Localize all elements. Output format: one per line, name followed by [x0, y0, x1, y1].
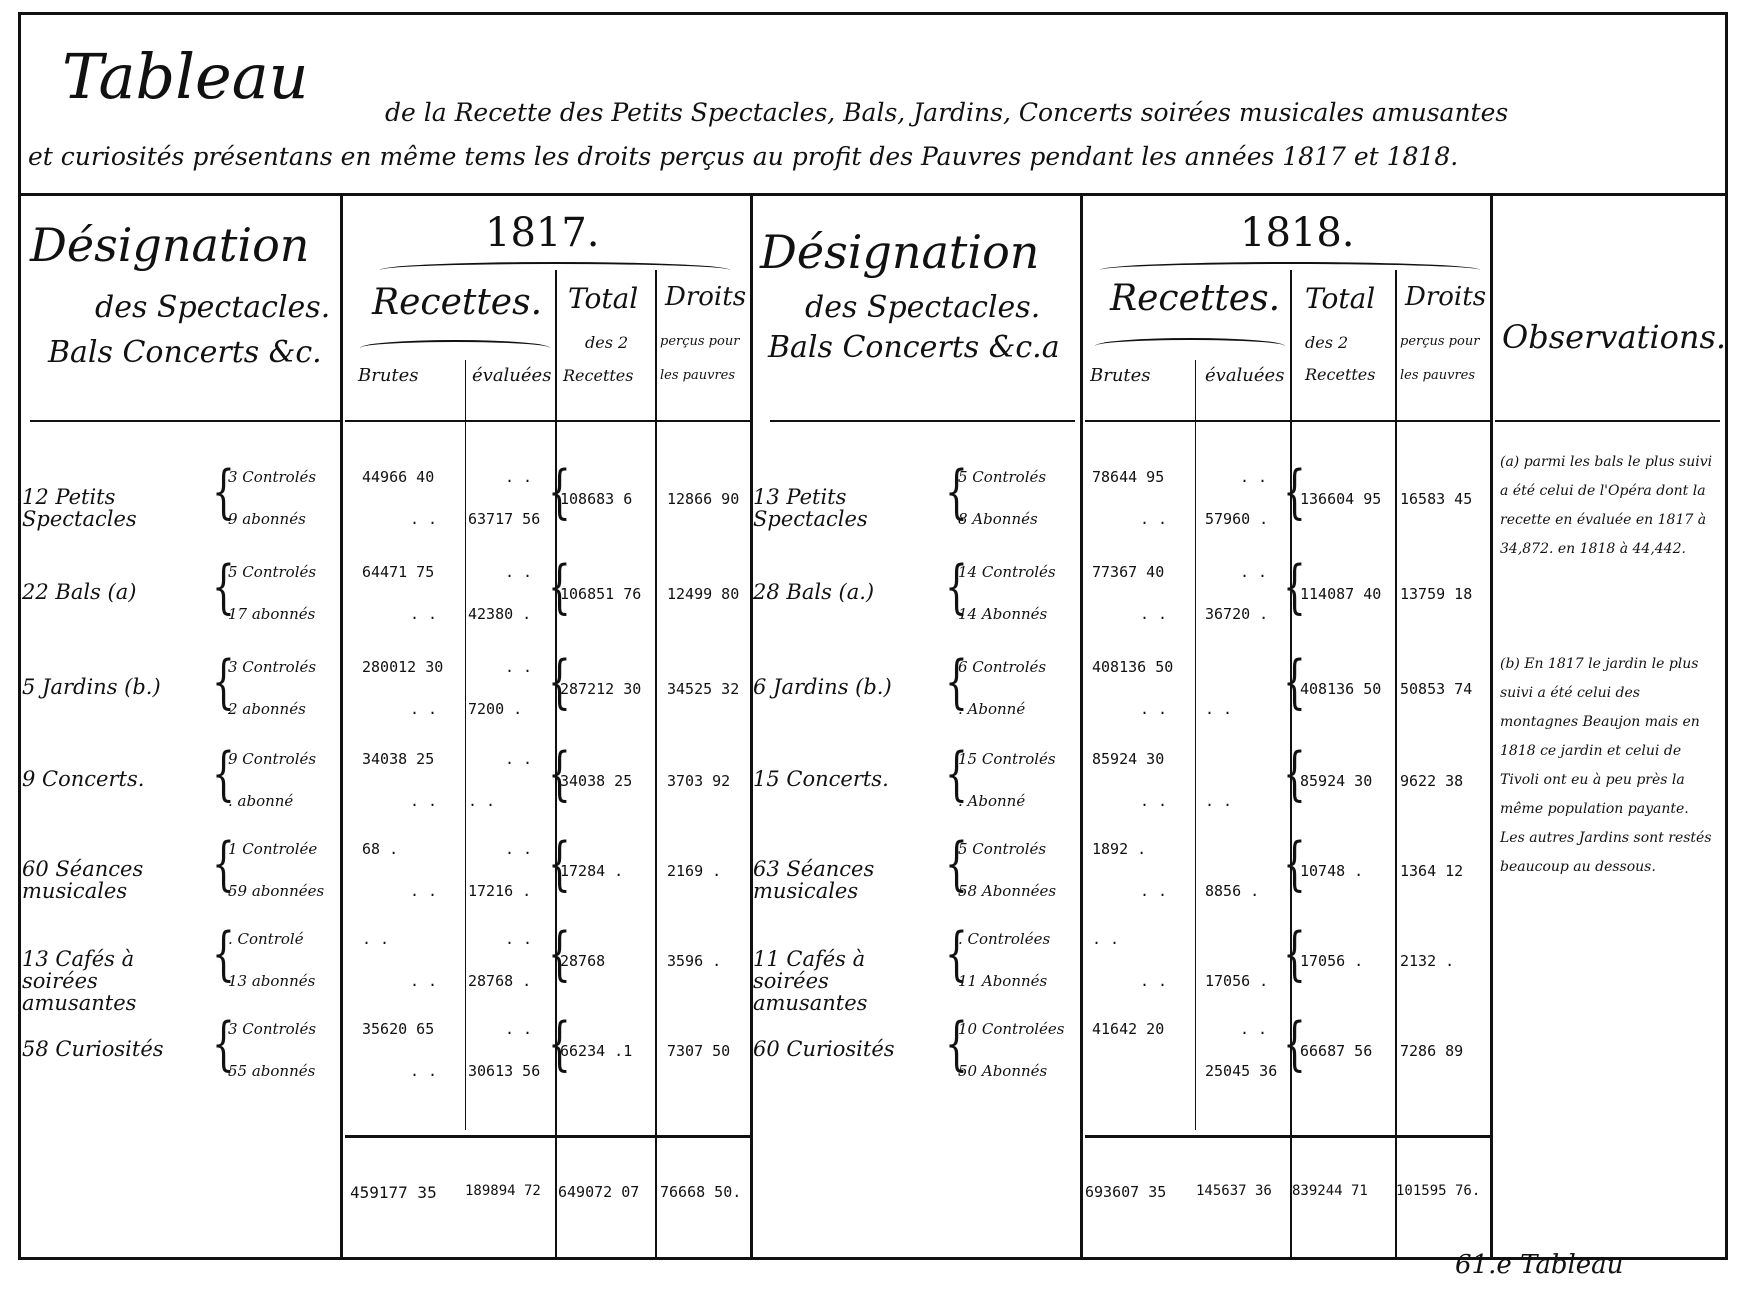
row-droits: 7307 50 — [667, 1042, 731, 1060]
row-brutes-1: 41642 20 — [1092, 1020, 1165, 1038]
row-sub-controles: 5 Controlés — [958, 840, 1047, 858]
row-sub-abonnes: 55 abonnés — [228, 1062, 316, 1080]
row-eval-2: 30613 56 — [468, 1062, 541, 1080]
row-brutes-2: . . — [1140, 700, 1168, 718]
row-eval-1: . . — [505, 840, 533, 858]
droits-sub2-1817: les pauvres — [660, 368, 736, 383]
row-brutes-2: . . — [410, 882, 438, 900]
row-brutes-1: 85924 30 — [1092, 750, 1165, 768]
col-divider-desig-right — [1080, 195, 1083, 1260]
row-eval-2: 42380 . — [468, 605, 532, 623]
col-divider-brutes-eval-1818 — [1195, 360, 1196, 1130]
row-total: 17056 . — [1300, 952, 1364, 970]
total-brutes-1818: 693607 35 — [1085, 1183, 1167, 1201]
row-sub-controles: . Controlé — [228, 930, 304, 948]
header-underline-1817 — [345, 420, 750, 422]
totals-rule-1818 — [1085, 1135, 1490, 1138]
row-eval-1: . . — [505, 658, 533, 676]
row-brutes-2: . . — [410, 792, 438, 810]
row-sub-controles: 6 Controlés — [958, 658, 1047, 676]
row-eval-1: . . — [1240, 563, 1268, 581]
row-eval-1: . . — [505, 563, 533, 581]
row-brutes-1: 68 . — [362, 840, 399, 858]
row-eval-2: 28768 . — [468, 972, 532, 990]
row-brutes-2: . . — [410, 510, 438, 528]
row-brutes-1: 64471 75 — [362, 563, 435, 581]
row-eval-1: . . — [505, 468, 533, 486]
brutes-1818: Brutes — [1090, 365, 1151, 386]
title-word: Tableau — [62, 40, 309, 113]
row-sub-abonnes: 50 Abonnés — [958, 1062, 1048, 1080]
row-brutes-2: . . — [410, 700, 438, 718]
designation-subheading2-right: Bals Concerts &c.a — [768, 330, 1060, 365]
row-name: 15 Concerts. — [753, 767, 889, 791]
year-1818: 1818. — [1240, 210, 1355, 256]
row-total: 108683 6 — [560, 490, 633, 508]
row-brace: { — [945, 1012, 968, 1078]
row-brace: { — [945, 650, 968, 716]
row-sub-controles: 5 Controlés — [958, 468, 1047, 486]
row-name: 13 Petits Spectacles — [753, 485, 868, 531]
row-eval-2: . . — [1205, 700, 1233, 718]
row-brace-total: { — [548, 460, 571, 526]
row-brace: { — [212, 650, 235, 716]
row-sub-abonnes: 8 Abonnés — [958, 510, 1038, 528]
row-droits: 2169 . — [667, 862, 722, 880]
row-brutes-1: 34038 25 — [362, 750, 435, 768]
row-sub-abonnes: 59 abonnées — [228, 882, 325, 900]
total-1817: Total — [568, 282, 639, 315]
evaluees-1818: évaluées — [1205, 365, 1285, 386]
row-brutes-2: . . — [1140, 792, 1168, 810]
recettes-1818: Recettes. — [1110, 278, 1281, 319]
row-eval-2: 57960 . — [1205, 510, 1269, 528]
col-divider-desig-left — [340, 195, 343, 1260]
row-brace-total: { — [548, 650, 571, 716]
header-underline-1818 — [1085, 420, 1490, 422]
row-total: 66234 .1 — [560, 1042, 633, 1060]
total-sub1-1817: des 2 — [585, 333, 629, 352]
row-brace-total: { — [548, 555, 571, 621]
row-brace: { — [945, 922, 968, 988]
row-sub-controles: 3 Controlés — [228, 1020, 317, 1038]
row-brace: { — [945, 555, 968, 621]
total-evaluees-1817: 189894 72 — [465, 1183, 541, 1199]
row-brace-total: { — [548, 922, 571, 988]
droits-sub1-1817: perçus pour — [660, 334, 740, 349]
row-sub-abonnes: 11 Abonnés — [958, 972, 1048, 990]
row-total: 10748 . — [1300, 862, 1364, 880]
row-brace-total: { — [1283, 650, 1306, 716]
total-total-1817: 649072 07 — [558, 1183, 640, 1201]
row-brace: { — [945, 460, 968, 526]
row-sub-controles: 5 Controlés — [228, 563, 317, 581]
row-brutes-1: 78644 95 — [1092, 468, 1165, 486]
row-sub-abonnes: 58 Abonnées — [958, 882, 1057, 900]
row-brace: { — [212, 1012, 235, 1078]
observation-a: (a) parmi les bals le plus suivi a été celui de l'Opéra dont la recette en évaluée en 1817 à 34,872. en 1818 à 44,442. — [1500, 454, 1713, 557]
droits-sub1-1818: perçus pour — [1400, 334, 1480, 349]
row-brutes-1: 44966 40 — [362, 468, 435, 486]
row-sub-abonnes: 9 abonnés — [228, 510, 306, 528]
evaluees-1817: évaluées — [472, 365, 552, 386]
row-droits: 2132 . — [1400, 952, 1455, 970]
row-total: 114087 40 — [1300, 585, 1382, 603]
total-brutes-1817: 459177 35 — [350, 1183, 437, 1202]
row-brutes-2: . . — [1140, 605, 1168, 623]
row-eval-1: . . — [505, 1020, 533, 1038]
title-line-2: et curiosités présentans en même tems les droits perçus au profit des Pauvres pendant les années 1817 et 1818. — [28, 142, 1459, 171]
row-brutes-1: 77367 40 — [1092, 563, 1165, 581]
row-sub-controles: 1 Controlée — [228, 840, 318, 858]
row-brutes-2: . . — [410, 972, 438, 990]
row-brace-total: { — [548, 742, 571, 808]
row-brace: { — [212, 832, 235, 898]
row-sub-controles: 9 Controlés — [228, 750, 317, 768]
year-1817: 1817. — [485, 210, 600, 256]
row-eval-2: . . — [1205, 792, 1233, 810]
total-droits-1818: 101595 76. — [1396, 1183, 1481, 1199]
row-brace: { — [212, 460, 235, 526]
recettes-1817: Recettes. — [372, 282, 543, 323]
row-name: 13 Cafés à soirées amusantes — [22, 947, 137, 1015]
row-brutes-1: . . — [1092, 930, 1120, 948]
row-brace: { — [212, 922, 235, 988]
row-eval-2: . . — [468, 792, 496, 810]
row-brace-total: { — [1283, 742, 1306, 808]
row-brutes-2: . . — [1140, 882, 1168, 900]
brutes-1817: Brutes — [358, 365, 419, 386]
droits-1817: Droits — [665, 282, 747, 312]
row-sub-abonnes: 14 Abonnés — [958, 605, 1048, 623]
row-brace-total: { — [548, 1012, 571, 1078]
row-droits: 34525 32 — [667, 680, 740, 698]
droits-1818: Droits — [1405, 282, 1487, 312]
row-brace: { — [945, 832, 968, 898]
col-divider-brutes-eval-1817 — [465, 360, 466, 1130]
row-sub-abonnes: 17 abonnés — [228, 605, 316, 623]
row-total: 66687 56 — [1300, 1042, 1373, 1060]
row-total: 408136 50 — [1300, 680, 1382, 698]
recettes-1818-arc — [1095, 338, 1285, 354]
row-brutes-2: . . — [1140, 510, 1168, 528]
row-droits: 13759 18 — [1400, 585, 1473, 603]
row-eval-1: . . — [505, 930, 533, 948]
row-total: 85924 30 — [1300, 772, 1373, 790]
col-divider-observations — [1490, 195, 1493, 1260]
row-name: 63 Séances musicales — [753, 857, 875, 903]
row-name: 5 Jardins (b.) — [22, 675, 161, 699]
row-total: 28768 — [560, 952, 606, 970]
row-sub-controles: 10 Controlées — [958, 1020, 1065, 1038]
row-name: 12 Petits Spectacles — [22, 485, 137, 531]
row-sub-controles: 14 Controlés — [958, 563, 1056, 581]
row-droits: 16583 45 — [1400, 490, 1473, 508]
row-droits: 12866 90 — [667, 490, 740, 508]
row-total: 106851 76 — [560, 585, 642, 603]
row-eval-2: 17216 . — [468, 882, 532, 900]
row-droits: 7286 89 — [1400, 1042, 1464, 1060]
row-brace-total: { — [548, 832, 571, 898]
row-sub-abonnes: . abonné — [228, 792, 294, 810]
header-underline-left — [30, 420, 340, 422]
row-total: 287212 30 — [560, 680, 642, 698]
row-brace-total: { — [1283, 922, 1306, 988]
col-divider-total-droits-1817 — [655, 270, 657, 1260]
designation-subheading2-left: Bals Concerts &c. — [48, 335, 322, 370]
row-name: 6 Jardins (b.) — [753, 675, 892, 699]
row-sub-abonnes: . Abonné — [958, 700, 1026, 718]
row-eval-2: 7200 . — [468, 700, 523, 718]
row-brutes-1: 35620 65 — [362, 1020, 435, 1038]
total-evaluees-1818: 145637 36 — [1196, 1183, 1272, 1199]
row-name: 11 Cafés à soirées amusantes — [753, 947, 868, 1015]
row-name: 60 Séances musicales — [22, 857, 144, 903]
row-droits: 3703 92 — [667, 772, 731, 790]
total-1818: Total — [1305, 282, 1376, 315]
observations-heading: Observations. — [1502, 318, 1727, 356]
row-brace-total: { — [1283, 555, 1306, 621]
title-line-1: de la Recette des Petits Spectacles, Bals, Jardins, Concerts soirées musicales amusantes — [385, 98, 1509, 127]
row-sub-controles: 15 Controlés — [958, 750, 1056, 768]
total-sub2-1818: Recettes — [1305, 365, 1376, 384]
row-sub-abonnes: 13 abonnés — [228, 972, 316, 990]
row-sub-abonnes: 2 abonnés — [228, 700, 306, 718]
total-total-1818: 839244 71 — [1292, 1183, 1368, 1199]
recettes-1817-arc — [360, 340, 550, 356]
row-eval-2: 17056 . — [1205, 972, 1269, 990]
row-brutes-2: . . — [410, 605, 438, 623]
total-sub2-1817: Recettes — [563, 366, 634, 385]
row-sub-controles: 3 Controlés — [228, 468, 317, 486]
row-brutes-1: 280012 30 — [362, 658, 444, 676]
row-eval-1: . . — [505, 750, 533, 768]
totals-rule-1817 — [345, 1135, 750, 1138]
row-sub-abonnes: . Abonné — [958, 792, 1026, 810]
row-droits: 1364 12 — [1400, 862, 1464, 880]
designation-subheading-right: des Spectacles. — [805, 290, 1041, 325]
row-droits: 50853 74 — [1400, 680, 1473, 698]
row-eval-2: 25045 36 — [1205, 1062, 1278, 1080]
designation-heading-left: Désignation — [30, 218, 310, 272]
designation-heading-right: Désignation — [760, 225, 1040, 279]
row-eval-2: 36720 . — [1205, 605, 1269, 623]
year-1818-arc — [1100, 262, 1480, 278]
row-droits: 12499 80 — [667, 585, 740, 603]
total-droits-1817: 76668 50. — [660, 1183, 742, 1201]
header-underline-right — [770, 420, 1075, 422]
row-brutes-2: . . — [1140, 972, 1168, 990]
row-brutes-1: 408136 50 — [1092, 658, 1174, 676]
col-divider-1817-end — [750, 195, 753, 1260]
row-total: 136604 95 — [1300, 490, 1382, 508]
row-brutes-1: 1892 . — [1092, 840, 1147, 858]
row-name: 28 Bals (a.) — [753, 580, 875, 604]
observation-b: (b) En 1817 le jardin le plus suivi a été celui des montagnes Beaujon mais en 1818 ce jardin et celui de Tivoli ont eu à peu près la même population payante. Les autres Jardins sont restés beaucoup au dessous. — [1500, 656, 1712, 875]
row-eval-1: . . — [1240, 468, 1268, 486]
year-1817-arc — [380, 262, 730, 278]
row-eval-2: 63717 56 — [468, 510, 541, 528]
row-eval-2: 8856 . — [1205, 882, 1260, 900]
row-brutes-2: . . — [410, 1062, 438, 1080]
row-name: 9 Concerts. — [22, 767, 145, 791]
row-droits: 3596 . — [667, 952, 722, 970]
row-brutes-1: . . — [362, 930, 390, 948]
row-name: 58 Curiosités — [22, 1037, 164, 1061]
row-sub-controles: 3 Controlés — [228, 658, 317, 676]
row-brace: { — [945, 742, 968, 808]
header-underline-obs — [1495, 420, 1720, 422]
row-brace: { — [212, 742, 235, 808]
row-total: 34038 25 — [560, 772, 633, 790]
row-droits: 9622 38 — [1400, 772, 1464, 790]
col-divider-total-droits-1818 — [1395, 270, 1397, 1260]
designation-subheading-left: des Spectacles. — [95, 290, 331, 325]
total-sub1-1818: des 2 — [1305, 333, 1349, 352]
row-name: 22 Bals (a) — [22, 580, 137, 604]
footer-caption: 61.e Tableau — [1455, 1250, 1624, 1280]
row-sub-controles: . Controlées — [958, 930, 1051, 948]
title-divider — [18, 193, 1728, 196]
row-total: 17284 . — [560, 862, 624, 880]
row-brace-total: { — [1283, 832, 1306, 898]
row-brace-total: { — [1283, 460, 1306, 526]
droits-sub2-1818: les pauvres — [1400, 368, 1476, 383]
row-brace: { — [212, 555, 235, 621]
row-eval-1: . . — [1240, 1020, 1268, 1038]
row-brace-total: { — [1283, 1012, 1306, 1078]
row-name: 60 Curiosités — [753, 1037, 895, 1061]
